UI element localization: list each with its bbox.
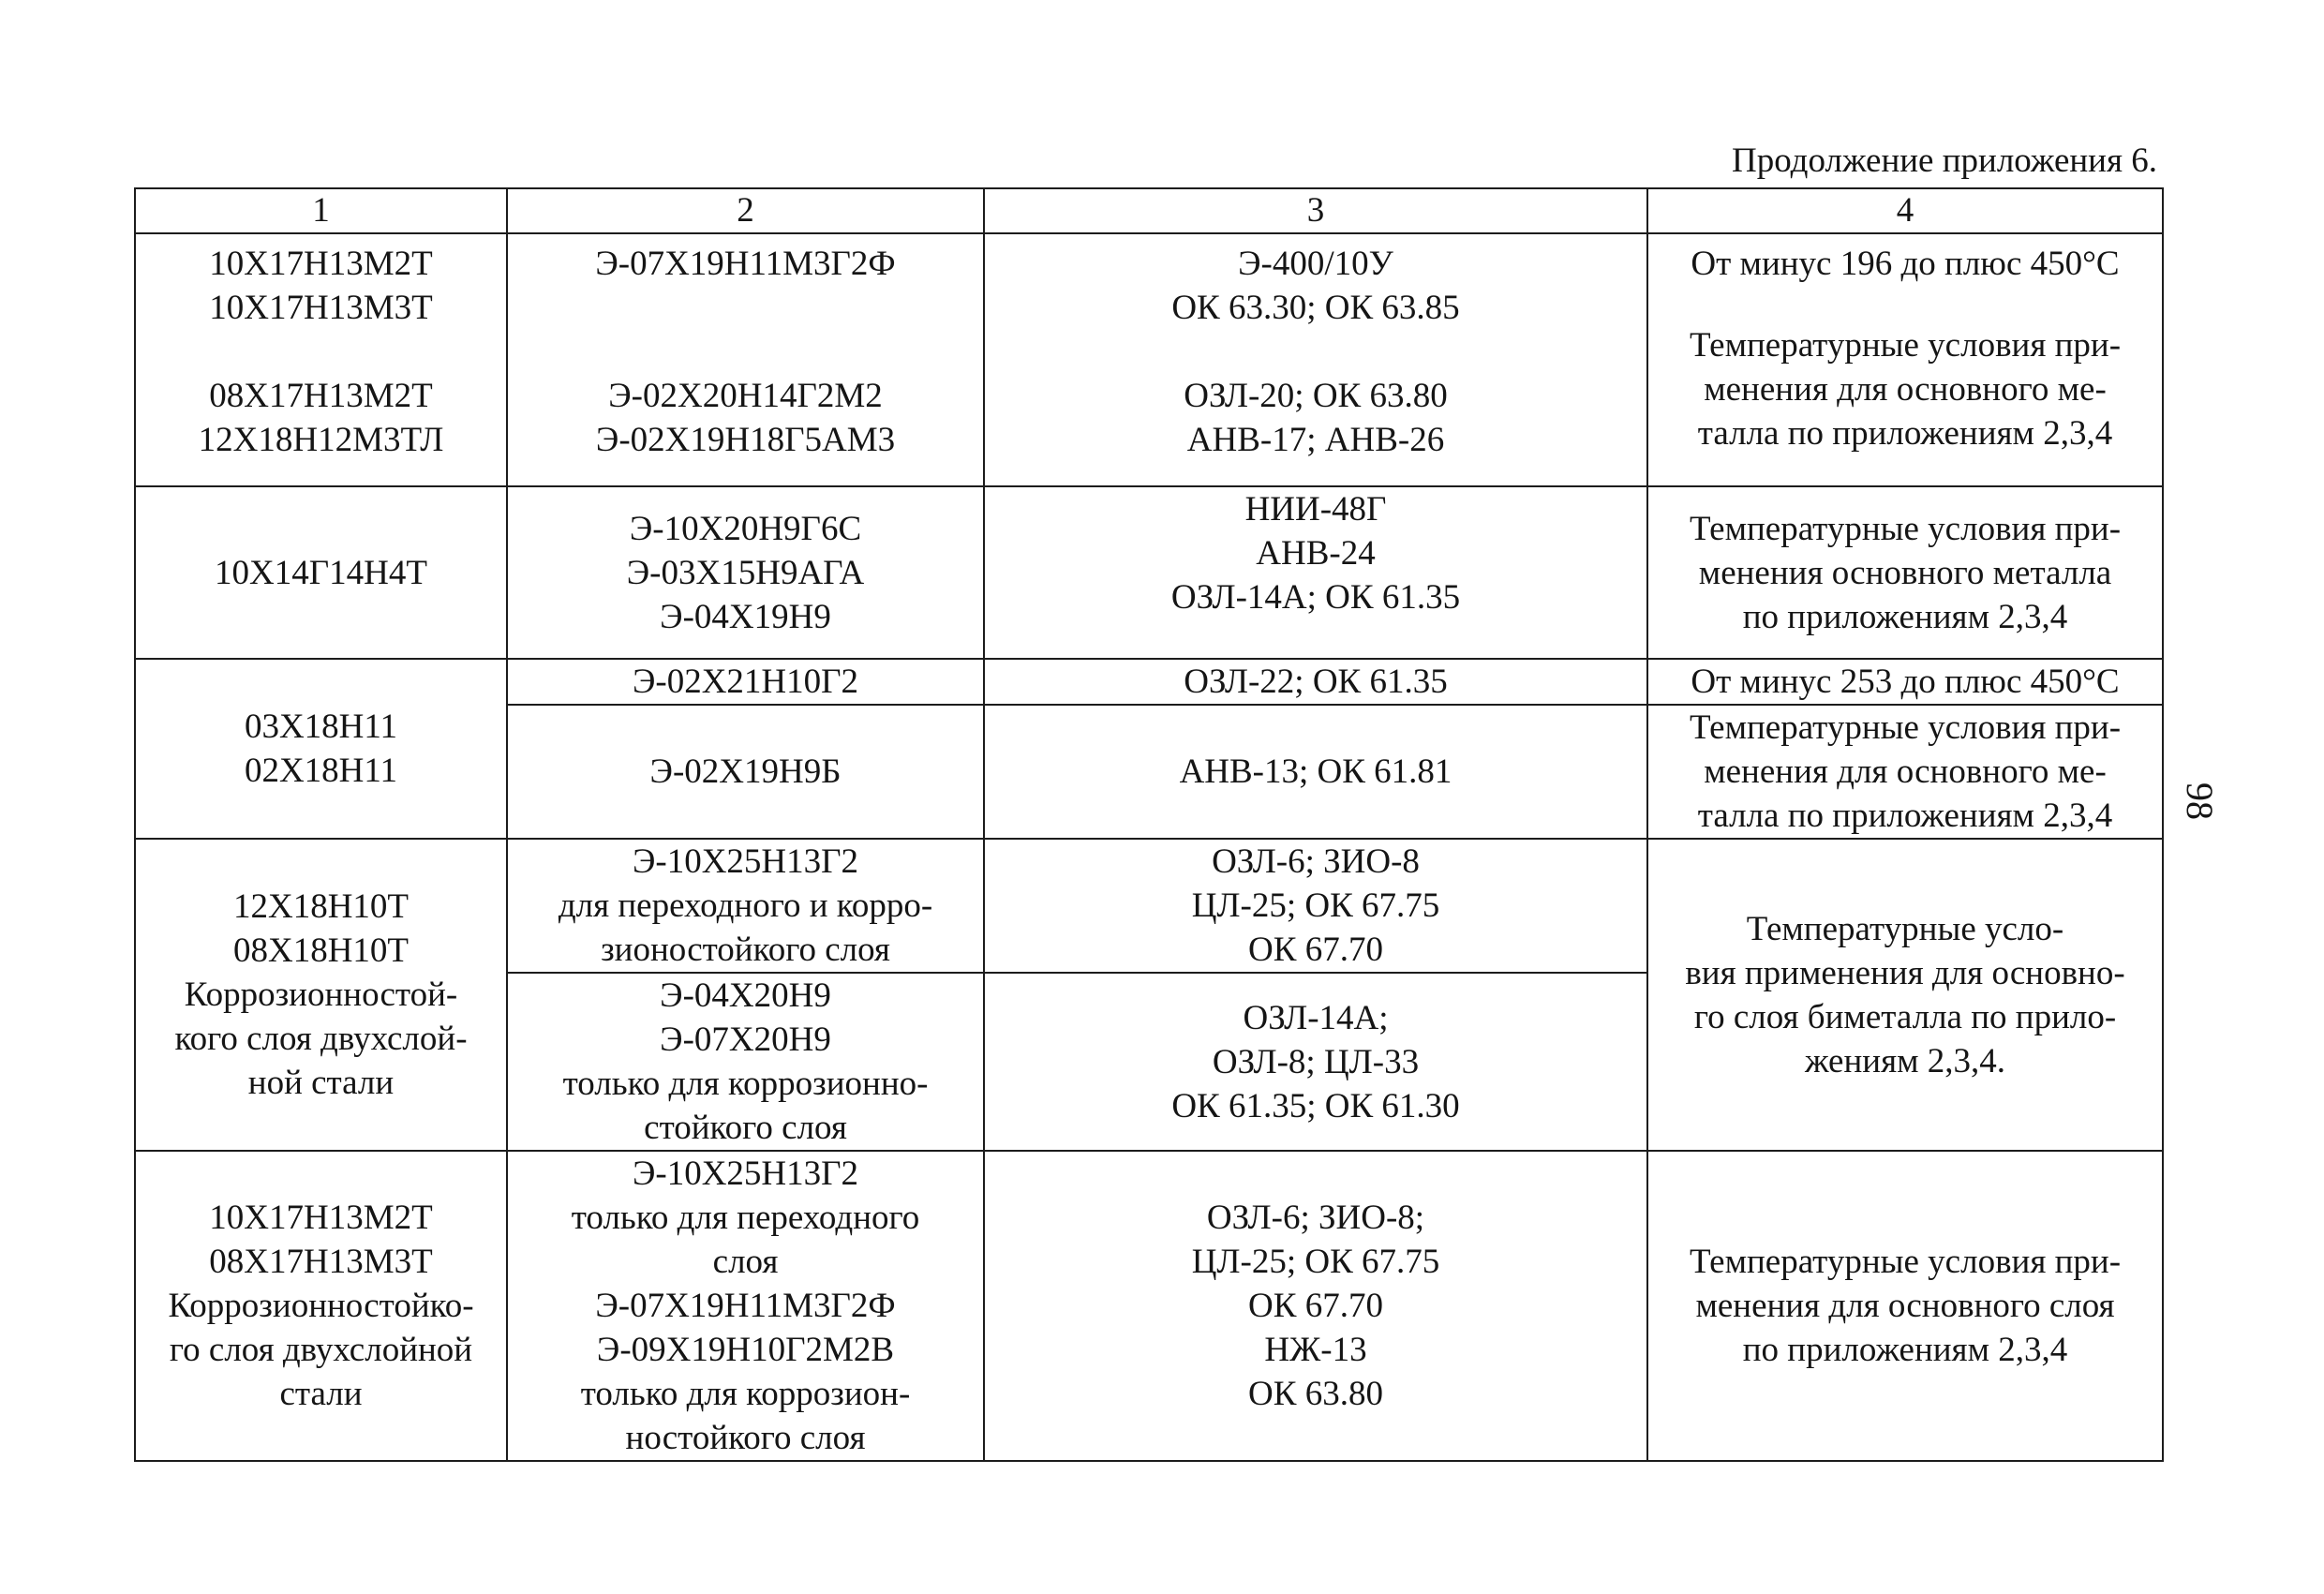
steel-grade: 08Х18Н10Т xyxy=(232,931,410,970)
temperature-note: менения для основного ме- xyxy=(1704,370,2107,409)
electrode-brands-cell xyxy=(984,233,1647,486)
electrode-brands-cell xyxy=(984,486,1647,659)
electrode-brand: НЖ-13 xyxy=(1264,1331,1367,1369)
electrode-brand: ОЗЛ-20; ОК 63.80 xyxy=(1184,377,1448,415)
temperature-note: менения для основного слоя xyxy=(1695,1287,2115,1325)
electrode-types-cell xyxy=(507,973,984,1151)
electrode-brand: Э-400/10У xyxy=(1238,245,1393,283)
temperature-range: От минус 196 до плюс 450°С xyxy=(1691,245,2120,283)
table-row xyxy=(135,1151,2163,1461)
page-number: 98 xyxy=(2179,782,2221,820)
temperature-conditions-cell xyxy=(1647,705,2163,839)
electrode-note: ностойкого слоя xyxy=(625,1419,866,1457)
steel-grades-cell xyxy=(135,659,507,839)
electrode-brand: ОЗЛ-8; ЦЛ-33 xyxy=(1212,1042,1420,1081)
steel-grade: 10Х17Н13М2Т xyxy=(209,245,433,283)
electrode-brand: ОЗЛ-22; ОК 61.35 xyxy=(1184,663,1448,701)
electrode-brand: НИИ-48Г xyxy=(1244,490,1387,529)
table-row xyxy=(135,659,2163,705)
temperature-note: вия применения для основно- xyxy=(1685,953,2125,992)
electrode-types-cell xyxy=(507,233,984,486)
electrode-note: стойкого слоя xyxy=(644,1109,847,1147)
electrode-brands-cell xyxy=(984,705,1647,839)
electrode-type: Э-02Х19Н18Г5АМ3 xyxy=(595,421,896,459)
electrode-type: Э-02Х20Н14Г2М2 xyxy=(608,377,883,415)
electrode-type: Э-07Х19Н11М3Г2Ф xyxy=(595,1287,896,1325)
electrode-brand: ОК 67.70 xyxy=(1248,1287,1383,1325)
steel-grades-cell xyxy=(135,486,507,659)
electrode-note: слоя xyxy=(712,1243,779,1281)
electrode-note: зионостойкого слоя xyxy=(601,931,890,969)
temperature-note: по приложениям 2,3,4 xyxy=(1742,1331,2068,1369)
electrode-brand: ОК 61.35; ОК 61.30 xyxy=(1171,1086,1460,1125)
electrode-type: Э-09Х19Н10Г2М2В xyxy=(596,1331,895,1369)
electrode-brand: ЦЛ-25; ОК 67.75 xyxy=(1191,1243,1440,1281)
table-row xyxy=(135,486,2163,659)
electrode-type: Э-02Х21Н10Г2 xyxy=(632,663,859,701)
electrode-note: для переходного и корро- xyxy=(558,886,933,925)
electrode-brands-cell xyxy=(984,839,1647,973)
electrodes-table xyxy=(134,187,2164,1462)
steel-grades-cell xyxy=(135,1151,507,1461)
temperature-conditions-cell xyxy=(1647,233,2163,486)
electrode-note: только для переходного xyxy=(571,1199,920,1237)
temperature-note: менения основного металла xyxy=(1698,553,2112,592)
electrode-type: Э-04Х20Н9 xyxy=(660,976,831,1015)
steel-grade-note: кого слоя двухслой- xyxy=(174,1020,468,1058)
temperature-conditions-cell xyxy=(1647,486,2163,659)
temperature-note: талла по приложениям 2,3,4 xyxy=(1697,414,2113,453)
electrode-brand: ОЗЛ-14А; ОК 61.35 xyxy=(1170,578,1461,617)
electrode-type: Э-07Х20Н9 xyxy=(660,1020,831,1059)
electrode-types-cell xyxy=(507,486,984,659)
electrode-brands-cell xyxy=(984,659,1647,705)
electrode-brand: ОЗЛ-6; ЗИО-8 xyxy=(1212,842,1420,881)
steel-grade-note: Коррозионностой- xyxy=(184,976,458,1014)
steel-grade-note: стали xyxy=(279,1375,363,1413)
steel-grade: 02Х18Н11 xyxy=(244,752,398,790)
temperature-range: От минус 253 до плюс 450°С xyxy=(1691,663,2120,701)
electrode-brand: АНВ-24 xyxy=(1256,534,1376,573)
electrode-types-cell xyxy=(507,659,984,705)
electrode-brand: ОЗЛ-6; ЗИО-8; xyxy=(1206,1199,1425,1237)
steel-grades-cell xyxy=(135,839,507,1151)
electrode-types-cell xyxy=(507,839,984,973)
column-header: 3 xyxy=(984,188,1647,233)
steel-grade: 10Х17Н13М3Т xyxy=(209,289,433,327)
temperature-conditions-cell xyxy=(1647,659,2163,705)
temperature-note: по приложениям 2,3,4 xyxy=(1742,597,2068,636)
temperature-note: го слоя биметалла по прило- xyxy=(1693,997,2117,1036)
electrode-brand: ЦЛ-25; ОК 67.75 xyxy=(1191,886,1440,925)
column-header: 2 xyxy=(507,188,984,233)
steel-grade: 12Х18Н12М3ТЛ xyxy=(198,421,444,459)
steel-grade: 10Х17Н13М2Т xyxy=(209,1199,433,1237)
temperature-note: Температурные условия при- xyxy=(1689,326,2122,365)
electrode-brands-cell xyxy=(984,973,1647,1151)
steel-grade: 12Х18Н10Т xyxy=(232,887,410,926)
column-header: 1 xyxy=(135,188,507,233)
steel-grade-note: Коррозионностойко- xyxy=(168,1287,474,1325)
electrode-type: Э-02Х19Н9Б xyxy=(649,752,842,791)
steel-grade: 10Х14Г14Н4Т xyxy=(215,553,427,592)
electrode-brand: ОК 63.30; ОК 63.85 xyxy=(1171,289,1460,327)
table-header-row xyxy=(135,188,2163,233)
steel-grade-note: ной стали xyxy=(247,1064,395,1102)
temperature-note: Температурные условия при- xyxy=(1689,708,2122,747)
electrode-brand: ОЗЛ-14А; xyxy=(1243,998,1389,1037)
temperature-note: талла по приложениям 2,3,4 xyxy=(1697,797,2113,835)
temperature-note: Температурные условия при- xyxy=(1689,509,2122,548)
electrode-type: Э-03Х15Н9АГА xyxy=(626,553,865,592)
table-row xyxy=(135,233,2163,486)
electrode-brand: ОК 63.80 xyxy=(1248,1375,1383,1413)
electrode-type: Э-10Х25Н13Г2 xyxy=(632,842,859,881)
steel-grade: 08Х17Н13М2Т xyxy=(209,377,433,415)
temperature-note: Температурные условия при- xyxy=(1689,1243,2122,1281)
table-row xyxy=(135,839,2163,973)
steel-grade-note: го слоя двухслойной xyxy=(169,1331,473,1369)
electrode-type: Э-04Х19Н9 xyxy=(660,597,831,636)
steel-grades-cell xyxy=(135,233,507,486)
electrode-brand: АНВ-17; АНВ-26 xyxy=(1186,421,1445,459)
temperature-conditions-cell xyxy=(1647,839,2163,1151)
electrode-brands-cell xyxy=(984,1151,1647,1461)
electrode-note: только для коррозионно- xyxy=(562,1065,929,1103)
electrode-type: Э-10Х20Н9Г6С xyxy=(629,509,862,548)
temperature-note: жениям 2,3,4. xyxy=(1804,1041,2006,1080)
column-header: 4 xyxy=(1647,188,2163,233)
steel-grade: 08Х17Н13М3Т xyxy=(209,1243,433,1281)
continuation-caption: Продолжение приложения 6. xyxy=(1732,142,2157,180)
electrode-brand: АНВ-13; ОК 61.81 xyxy=(1179,752,1452,791)
electrode-types-cell xyxy=(507,705,984,839)
steel-grade: 03Х18Н11 xyxy=(244,708,398,746)
temperature-note: Температурные усло- xyxy=(1746,909,2064,948)
electrode-type: Э-10Х25Н13Г2 xyxy=(632,1155,859,1193)
electrode-type: Э-07Х19Н11М3Г2Ф xyxy=(595,245,896,283)
electrode-note: только для коррозион- xyxy=(580,1375,911,1413)
temperature-note: менения для основного ме- xyxy=(1704,752,2107,791)
electrode-brand: ОК 67.70 xyxy=(1248,931,1383,969)
electrode-types-cell xyxy=(507,1151,984,1461)
temperature-conditions-cell xyxy=(1647,1151,2163,1461)
